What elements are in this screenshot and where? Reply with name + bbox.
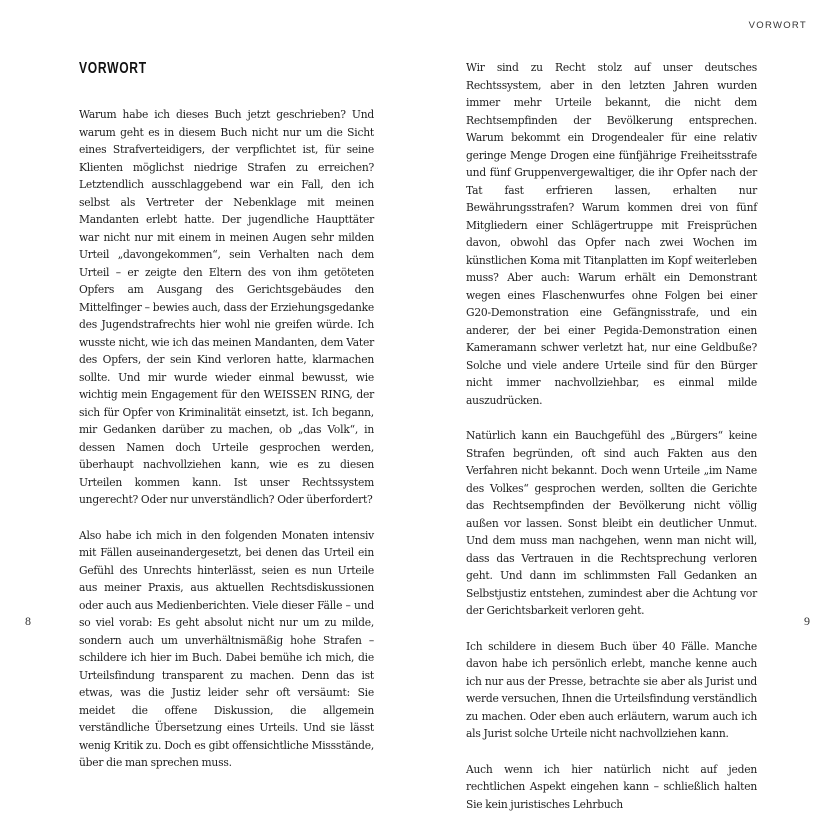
running-head: VORWORT [748, 20, 807, 31]
chapter-title: VORWORT [79, 60, 147, 77]
left-paragraph-1: Warum habe ich dieses Buch jetzt geschrieben? Und warum geht es in diesem Buch nicht nur um die Sicht eines Strafverteidigers, der verpflichtet ist, für seine Klienten möglichst niedrige Strafen zu erreichen? Letztendlich ausschlaggebend war ein Fall, den ich selbst als Vertreter der Nebenklage mit meinen Mandanten erlebt hatte. Der jugendliche Haupttäter war nicht nur mit einem in meinen Augen sehr milden Urteil „davongekommen“, sein Verhalten nach dem Urteil – er zeigte den Eltern des von ihm getöteten Opfers am Ausgang des Gerichtsgebäudes den Mittelfinger – bewies auch, dass der Erziehungsgedanke des Jugendstrafrechts hier wohl nie greifen würde. Ich wusste nicht, wie ich das meinen Mandanten, dem Vater des Opfers, der sein Kind verloren hatte, klarmachen sollte. Und mir wurde wieder einmal bewusst, wie wichtig mein Engagement für den WEISSEN RING, der sich für Opfer von Kriminalität einsetzt, ist. Ich begann, mir Gedanken darüber zu machen, ob „das Volk“, in dessen Namen doch Urteile gesprochen werden, überhaupt nachvollziehen kann, wie es zu diesen Urteilen kommen kann. Ist unser Rechtssystem ungerecht? Oder nur unverständlich? Oder überfordert? [79, 108, 374, 506]
left-paragraph-2: Also habe ich mich in den folgenden Monaten intensiv mit Fällen auseinandergesetzt, bei denen das Urteil ein Gefühl des Unrechts hinterlässt, seien es nun Urteile aus meiner Praxis, aus aktuellen Rechtsdiskussionen oder auch aus Medienberichten. Viele dieser Fälle – und so viel vorab: Es geht absolut nicht nur um zu milde, sondern auch um unverhältnismäßig hohe Strafen – schildere ich hier im Buch. Dabei bemühe ich mich, die Urteilsfindung transparent zu machen. Denn das ist etwas, was die Justiz leider sehr oft versäumt: Sie meidet die offene Diskussion, die allgemein verständliche Übersetzung eines Urteils. Und sie lässt wenig Kritik zu. Doch es gibt offensichtliche Missstände, über die man sprechen muss. [79, 528, 374, 769]
right-paragraph-4: Auch wenn ich hier natürlich nicht auf jeden rechtlichen Aspekt eingehen kann – schließlich halten Sie kein juristisches Lehrbuch [466, 762, 757, 811]
page-number-left: 8 [25, 614, 31, 628]
right-paragraph-2: Natürlich kann ein Bauchgefühl des „Bürgers“ keine Strafen begründen, oft sind auch Fakten aus den Verfahren nicht bekannt. Doch wenn Urteile „im Name des Volkes“ gesprochen werden, sollten die Gerichte das Rechtsempfinden der Bevölkerung nicht völlig außen vor lassen. Sonst bleibt ein deutlicher Unmut. Und dem muss man nachgehen, wenn man nicht will, dass das Vertrauen in die Rechtsprechung verloren geht. Und dann im schlimmsten Fall Gedanken an Selbstjustiz entstehen, zumindest aber die Achtung vor der Gerichtsbarkeit verloren geht. [466, 429, 757, 617]
page-number-right: 9 [804, 614, 810, 628]
right-paragraph-3: Ich schildere in diesem Buch über 40 Fälle. Manche davon habe ich persönlich erlebt, manche kenne auch ich nur aus der Presse, betrachte sie aber als Jurist und werde versuchen, Ihnen die Urteilsfindung verständlich zu machen. Oder eben auch erläutern, warum auch ich als Jurist solche Urteile nicht nachvollziehen kann. [466, 639, 757, 740]
right-paragraph-1: Wir sind zu Recht stolz auf unser deutsches Rechtssystem, aber in den letzten Jahren wurden immer mehr Urteile bekannt, die nicht dem Rechtsempfinden der Bevölkerung entsprechen. Warum bekommt ein Drogendealer für eine relativ geringe Menge Drogen eine fünfjährige Freiheitsstrafe und fünf Gruppenvergewaltiger, die ihr Opfer nach der Tat fast erfrieren lassen, erhalten nur Bewährungsstrafen? Warum kommen drei von fünf Mitgliedern einer Schlägertruppe mit Freisprüchen davon, obwohl das Opfer nach zwei Wochen im künstlichen Koma mit Titanplatten im Kopf weiterleben muss? Aber auch: Warum erhält ein Demonstrant wegen eines Flaschenwurfes ohne Folgen bei einer G20-Demonstration eine Gefängnisstrafe, und ein anderer, der bei einer Pegida-Demonstration einen Kameramann schwer verletzt hat, nur eine Geldbuße? Solche und viele andere Urteile sind für den Bürger nicht immer nachvollziehbar, es einmal milde auszudrücken. [466, 61, 757, 407]
left-page [0, 0, 416, 769]
left-page-body [79, 106, 374, 790]
right-page [416, 0, 833, 811]
right-page-body [466, 59, 757, 831]
